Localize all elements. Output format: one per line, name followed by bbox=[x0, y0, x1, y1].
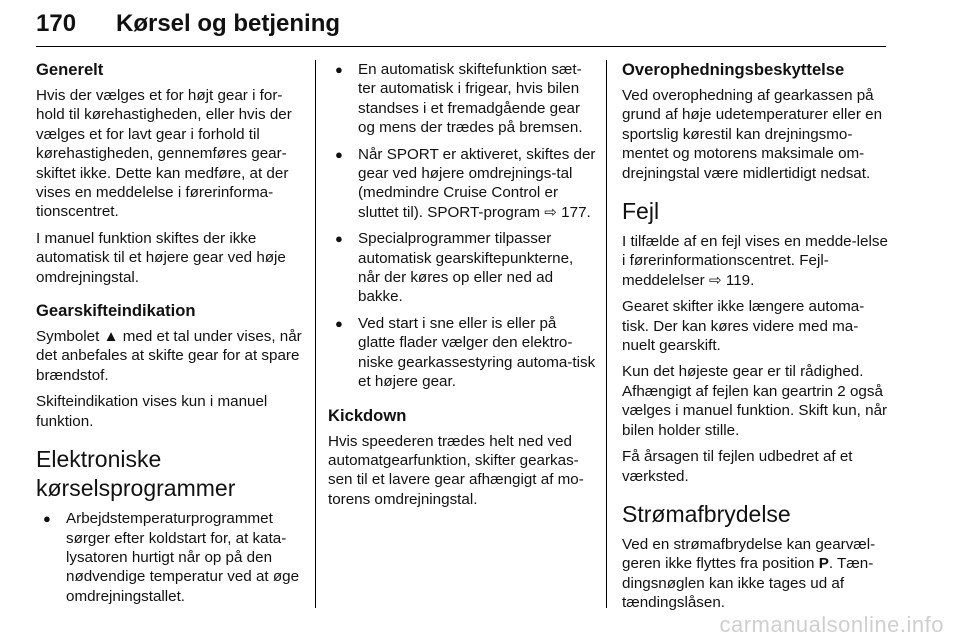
heading-kickdown: Kickdown bbox=[328, 405, 407, 425]
page-header bbox=[36, 10, 886, 48]
watermark: carmanualsonline.info bbox=[719, 612, 944, 637]
column-3 bbox=[622, 60, 890, 620]
paragraph: Skifteindikation vises kun i manuel funktion. bbox=[36, 393, 268, 430]
list-item: ● En automatisk skiftefunktion sæt-ter automatisk i frigear, hvis bilen standses i et fremadgående gear og mens der trædes på bremsen. bbox=[328, 60, 596, 138]
list-item: ● Når SPORT er aktiveret, skiftes der gear ved højere omdrejnings-tal (medmindre Cruise Control er sluttet til). SPORT-program ⇨ 177. bbox=[328, 145, 596, 223]
text-span: Ved en strømafbrydelse kan gearvæl-geren ikke flyttes fra position bbox=[622, 535, 876, 573]
column-divider-1 bbox=[315, 60, 316, 608]
heading-elektroniske-koerselsprogrammer: Elektroniske kørselsprogrammer bbox=[36, 446, 236, 502]
column-1 bbox=[36, 60, 304, 613]
text-span: . Tæn-dingsnøglen kan ikke tages ud af tændingslåsen. bbox=[622, 555, 874, 612]
paragraph: I tilfælde af en fejl vises en medde-lelse i førerinformationscentret. Fejl-meddelelser ⇨ 119. bbox=[622, 233, 888, 289]
heading-gearskifteindikation: Gearskifteindikation bbox=[36, 301, 196, 321]
heading-overophedningsbeskyttelse: Overophedningsbeskyttelse bbox=[622, 60, 845, 79]
heading-generelt: Generelt bbox=[36, 60, 104, 79]
column-divider-2 bbox=[606, 60, 607, 608]
bullet-list bbox=[36, 509, 304, 606]
paragraph: Få årsagen til fejlen udbedret af et værksted. bbox=[622, 448, 853, 485]
header-rule bbox=[36, 46, 886, 47]
list-item: ● Specialprogrammer tilpasser automatisk gearskiftepunkterne, når der køres op eller ned ad bakke. bbox=[328, 229, 596, 307]
list-item: ● Ved start i sne eller is eller på glatte flader vælger den elektro-niske gearkassestyring automa-tisk et højere gear. bbox=[328, 314, 596, 392]
paragraph: Gearet skifter ikke længere automa-tisk. Der kan køres videre med ma-nuelt gearskift. bbox=[622, 298, 865, 355]
page-number: 170 bbox=[36, 10, 77, 37]
position-p-label: P bbox=[818, 555, 829, 573]
paragraph: Kun det højeste gear er til rådighed. Afhængigt af fejlen kan geartrin 2 også vælges i manuel funktion. Skift kun, når bilen holder stille. bbox=[622, 363, 888, 439]
page-title: Kørsel og betjening bbox=[116, 10, 341, 37]
paragraph: Symbolet ▲ med et tal under vises, når det anbefales at skifte gear for at spare brændstof. bbox=[36, 328, 302, 384]
heading-stroemafbrydelse: Strømafbrydelse bbox=[622, 500, 791, 527]
paragraph: Ved overophedning af gearkassen på grund af høje udetemperaturer eller en sportslig kørestil kan drejningsmo-mentet og motorens maksimale om-drejningstal være midlertidigt nedsat. bbox=[622, 87, 883, 182]
bullet-list bbox=[328, 60, 596, 392]
paragraph: Hvis der vælges et for højt gear i for-hold til kørehastigheden, eller hvis der vælges et for lavt gear i forhold til kørehastigheden, gennemføres gear-skiftet ikke. Dette kan medføre, at der vises en meddelelse i førerinforma-tionscentret. bbox=[36, 87, 292, 221]
column-2 bbox=[328, 60, 596, 516]
paragraph: Hvis speederen trædes helt ned ved automatgearfunktion, skifter gearkas-sen til et lavere gear afhængigt af mo-torens omdrejningstal. bbox=[328, 432, 584, 508]
heading-fejl: Fejl bbox=[622, 198, 660, 225]
list-item: ● Arbejdstemperaturprogrammet sørger efter koldstart for, at kata-lysatoren hurtigt når op på den nødvendige temperatur ved at øge omdrejningstallet. bbox=[36, 509, 304, 606]
paragraph-stroemafbrydelse bbox=[622, 535, 890, 613]
paragraph: I manuel funktion skiftes der ikke automatisk til et højere gear ved høje omdrejningstal. bbox=[36, 229, 286, 286]
